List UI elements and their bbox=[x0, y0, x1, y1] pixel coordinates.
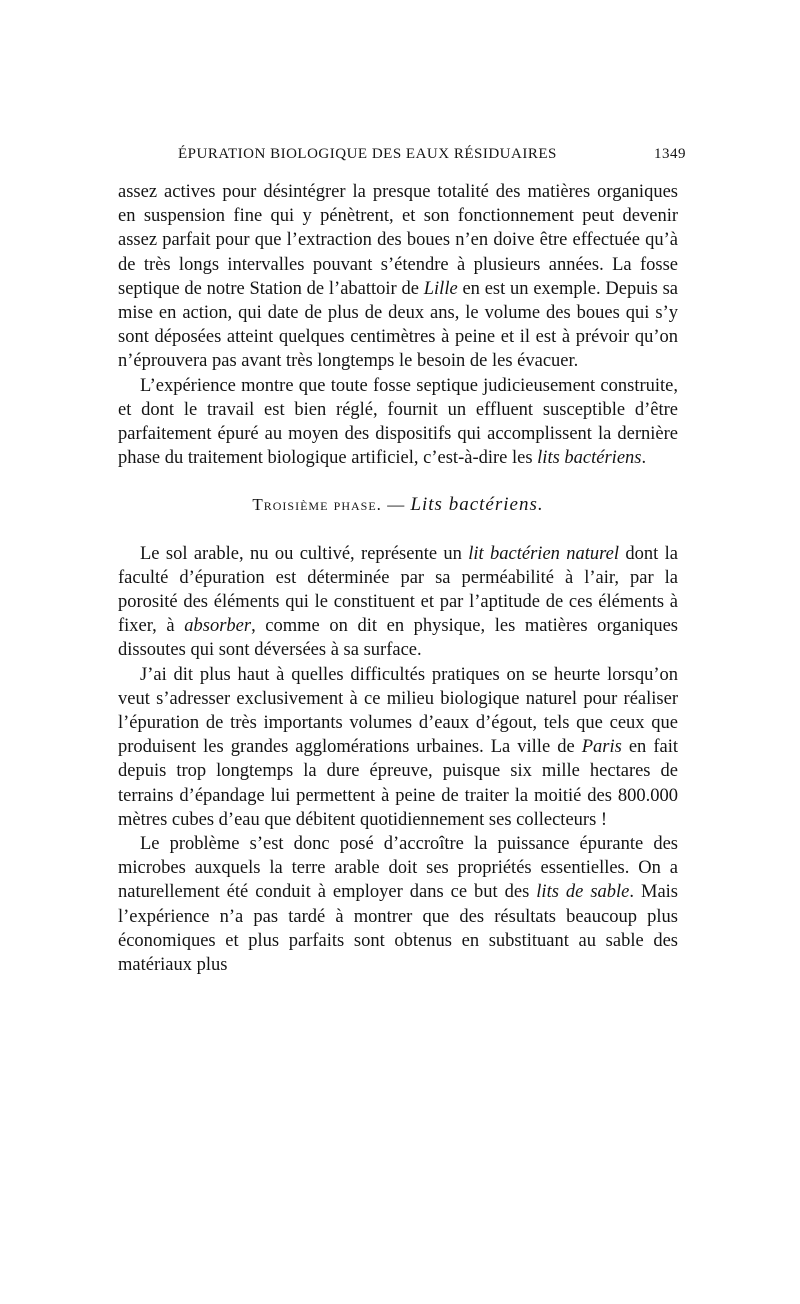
paragraph-4-text-a: J’ai dit plus haut à quelles difficultés pratiques on se heurte lorsqu’on veut s’adresser exclusivement à ce milieu biologique naturel pour réaliser l’épuration de très importants volumes d’eaux d’égout, tels que ceux que produisent les grandes agglomérations urbaines. La ville de bbox=[118, 664, 678, 758]
body-text bbox=[118, 180, 678, 977]
section-dash: — bbox=[381, 495, 411, 515]
emphasis-absorber: absorber bbox=[184, 616, 252, 637]
paragraph-2-text-b: . bbox=[641, 448, 647, 469]
emphasis-lit-naturel: lit bactérien naturel bbox=[468, 543, 620, 564]
running-title: ÉPURATION BIOLOGIQUE DES EAUX RÉSIDUAIRES bbox=[178, 146, 557, 162]
emphasis-lits-sable: lits de sable bbox=[536, 882, 630, 903]
paragraph-5-text-b: . Mais l’expérience n’a pas tardé à montrer que des résultats beaucoup plus économiques et plus parfaits sont obtenus en substituant au sable des matériaux plus bbox=[118, 882, 678, 976]
paragraph-2 bbox=[118, 374, 678, 471]
running-header bbox=[178, 146, 686, 163]
section-label: Troisième phase. bbox=[252, 495, 382, 515]
emphasis-lille: Lille bbox=[423, 278, 458, 299]
paragraph-5 bbox=[118, 832, 678, 977]
paragraph-2-text-a: L’expérience montre que toute fosse septique judicieusement construite, et dont le travail est bien réglé, fournit un effluent susceptible d’être parfaitement épuré au moyen des dispositifs qui accomplissent la dernière phase du traitement biologique artificiel, c’est-à-dire les bbox=[118, 375, 678, 469]
emphasis-lits-bacteriens: lits bactériens bbox=[537, 448, 642, 469]
paragraph-3-text-b: dont la faculté d’épuration est déterminée par sa perméabilité à l’air, par la porosité des éléments qui le constituent et par l’aptitude de ces éléments à fixer, à bbox=[118, 543, 678, 637]
paragraph-4-text-b: en fait depuis trop longtemps la dure épreuve, puisque six mille hectares de terrains d’épandage lui permettent à peine de traiter la moitié des 800.000 mètres cubes d’eau que débitent quotidiennement ses collecteurs ! bbox=[118, 737, 678, 830]
paragraph-1-text-b: en est un exemple. Depuis sa mise en action, qui date de plus de deux ans, le volume des boues qui s’y sont déposées atteint quelques centimètres à peine et il est à prévoir qu’on n’éprouvera pas avant très longtemps le besoin de les évacuer. bbox=[118, 278, 678, 372]
paragraph-1-text-a: assez actives pour désintégrer la presque totalité des matières organiques en suspension fine qui y pénètrent, et son fonctionnement peut devenir assez parfait pour que l’extraction des boues n’en doive être effectuée qu’à de très longs intervalles pouvant s’étendre à plusieurs années. La fosse septique de notre Station de l’abattoir de bbox=[118, 182, 678, 299]
page-number: 1349 bbox=[654, 146, 686, 162]
section-title: Lits bactériens. bbox=[410, 494, 544, 516]
paragraph-1 bbox=[118, 180, 678, 374]
paragraph-4 bbox=[118, 663, 678, 832]
paragraph-5-text-a: Le problème s’est donc posé d’accroître la puissance épurante des microbes auxquels la terre arable doit ses propriétés essentielles. On a naturellement été conduit à employer dans ce but des bbox=[118, 834, 678, 903]
emphasis-paris: Paris bbox=[581, 737, 622, 758]
paragraph-3-text-c: , comme on dit en physique, les matières organiques dissoutes qui sont déversées à sa surface. bbox=[118, 616, 678, 661]
section-heading bbox=[118, 493, 678, 517]
paragraph-3-text-a: Le sol arable, nu ou cultivé, représente un bbox=[140, 543, 469, 564]
paragraph-3 bbox=[118, 542, 678, 663]
